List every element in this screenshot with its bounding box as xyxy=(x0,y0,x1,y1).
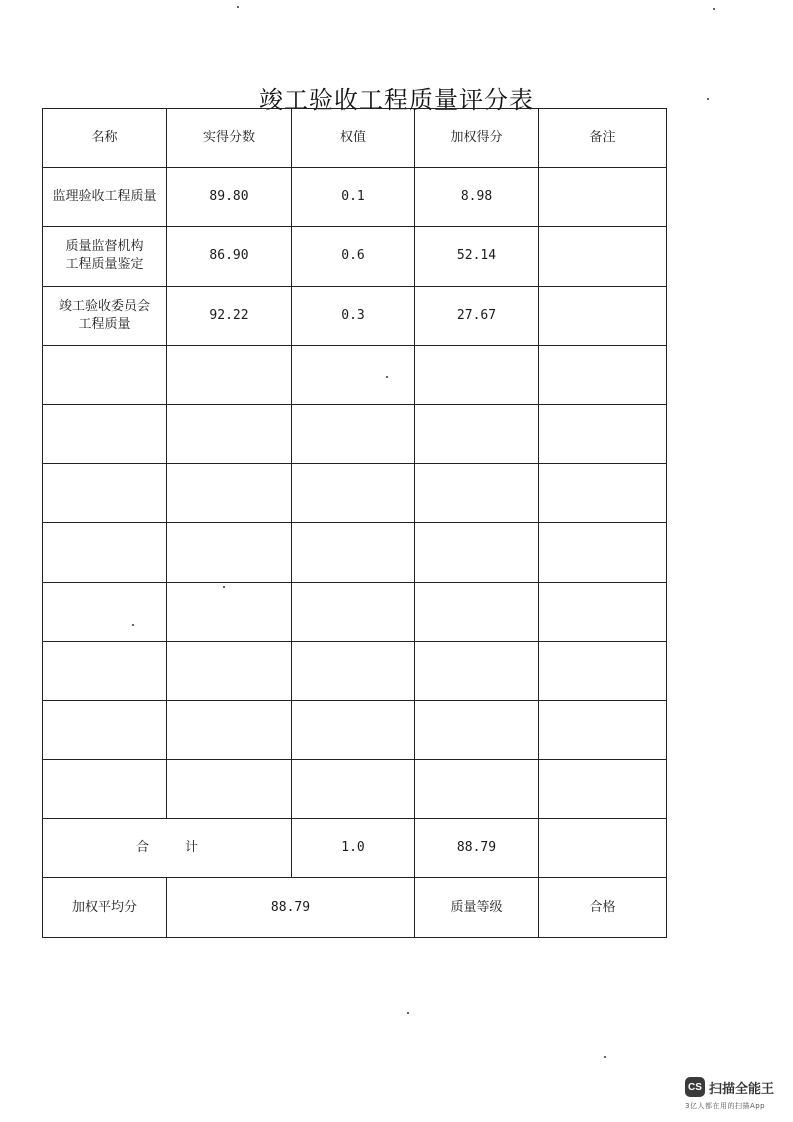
empty-row xyxy=(43,345,667,404)
header-remark: 备注 xyxy=(539,109,667,168)
scanner-watermark xyxy=(685,1077,785,1111)
empty-cell xyxy=(415,523,539,582)
header-weighted: 加权得分 xyxy=(415,109,539,168)
row-name xyxy=(43,227,167,286)
empty-cell xyxy=(292,464,415,523)
row-name-line: 质量监督机构 xyxy=(65,239,144,255)
empty-cell xyxy=(415,700,539,759)
header-row xyxy=(43,109,667,168)
empty-cell xyxy=(43,404,167,463)
row-score: 89.80 xyxy=(167,168,292,227)
empty-cell xyxy=(292,641,415,700)
empty-cell xyxy=(167,760,292,819)
empty-row xyxy=(43,464,667,523)
empty-cell xyxy=(292,700,415,759)
empty-cell xyxy=(292,345,415,404)
document-title: 竣工验收工程质量评分表 xyxy=(259,86,534,114)
empty-row xyxy=(43,641,667,700)
empty-cell xyxy=(43,641,167,700)
row-remark xyxy=(539,286,667,345)
table-row xyxy=(43,286,667,345)
row-remark xyxy=(539,227,667,286)
summary-row xyxy=(43,878,667,937)
row-weight: 0.3 xyxy=(292,286,415,345)
empty-cell xyxy=(43,345,167,404)
empty-cell xyxy=(167,345,292,404)
empty-cell xyxy=(43,464,167,523)
grade-label: 质量等级 xyxy=(415,878,539,937)
row-score: 92.22 xyxy=(167,286,292,345)
row-name-line: 工程质量鉴定 xyxy=(65,257,144,273)
average-value: 88.79 xyxy=(167,878,415,937)
scan-speck xyxy=(386,376,388,378)
row-weight: 0.6 xyxy=(292,227,415,286)
scan-speck xyxy=(713,8,715,10)
empty-cell xyxy=(539,523,667,582)
empty-cell xyxy=(292,523,415,582)
total-label-char: 计 xyxy=(185,840,199,856)
header-score: 实得分数 xyxy=(167,109,292,168)
total-label xyxy=(43,819,292,878)
row-remark xyxy=(539,168,667,227)
empty-cell xyxy=(43,582,167,641)
row-name-line: 竣工验收委员会 xyxy=(58,298,150,314)
row-weighted: 52.14 xyxy=(415,227,539,286)
empty-cell xyxy=(167,641,292,700)
scan-speck xyxy=(707,98,709,100)
total-label-char: 合 xyxy=(135,840,149,856)
empty-cell xyxy=(167,582,292,641)
empty-cell xyxy=(292,404,415,463)
empty-cell xyxy=(539,345,667,404)
empty-cell xyxy=(415,464,539,523)
camscanner-logo-icon: CS xyxy=(685,1077,705,1097)
table-row xyxy=(43,227,667,286)
empty-cell xyxy=(539,760,667,819)
empty-cell xyxy=(415,582,539,641)
empty-cell xyxy=(415,641,539,700)
empty-row xyxy=(43,760,667,819)
row-name xyxy=(43,286,167,345)
scan-speck xyxy=(223,586,225,588)
row-weighted: 8.98 xyxy=(415,168,539,227)
header-name: 名称 xyxy=(43,109,167,168)
row-name-line: 工程质量 xyxy=(78,316,131,332)
empty-cell xyxy=(539,404,667,463)
empty-row xyxy=(43,523,667,582)
empty-cell xyxy=(167,700,292,759)
score-table xyxy=(42,108,667,938)
row-score: 86.90 xyxy=(167,227,292,286)
header-weight: 权值 xyxy=(292,109,415,168)
empty-cell xyxy=(539,641,667,700)
empty-cell xyxy=(539,582,667,641)
scan-speck xyxy=(604,1056,606,1058)
total-weight: 1.0 xyxy=(292,819,415,878)
empty-cell xyxy=(292,582,415,641)
scan-speck xyxy=(237,6,239,8)
total-weighted: 88.79 xyxy=(415,819,539,878)
grade-value: 合格 xyxy=(539,878,667,937)
empty-cell xyxy=(539,700,667,759)
row-name xyxy=(43,168,167,227)
empty-cell xyxy=(43,700,167,759)
watermark-tagline: 3亿人都在用的扫描App xyxy=(685,1102,766,1110)
empty-row xyxy=(43,582,667,641)
empty-cell xyxy=(43,760,167,819)
row-name-line: 监理验收工程质量 xyxy=(52,189,157,205)
scan-speck xyxy=(132,624,134,626)
watermark-name: 扫描全能王 xyxy=(709,1081,775,1097)
scan-speck xyxy=(407,1012,409,1014)
empty-cell xyxy=(167,523,292,582)
empty-row xyxy=(43,700,667,759)
total-row xyxy=(43,819,667,878)
row-weight: 0.1 xyxy=(292,168,415,227)
empty-cell xyxy=(415,345,539,404)
empty-cell xyxy=(415,760,539,819)
empty-cell xyxy=(43,523,167,582)
empty-cell xyxy=(539,464,667,523)
table-row xyxy=(43,168,667,227)
empty-cell xyxy=(292,760,415,819)
empty-cell xyxy=(167,404,292,463)
empty-cell xyxy=(415,404,539,463)
empty-row xyxy=(43,404,667,463)
total-remark xyxy=(539,819,667,878)
empty-cell xyxy=(167,464,292,523)
average-label: 加权平均分 xyxy=(43,878,167,937)
row-weighted: 27.67 xyxy=(415,286,539,345)
